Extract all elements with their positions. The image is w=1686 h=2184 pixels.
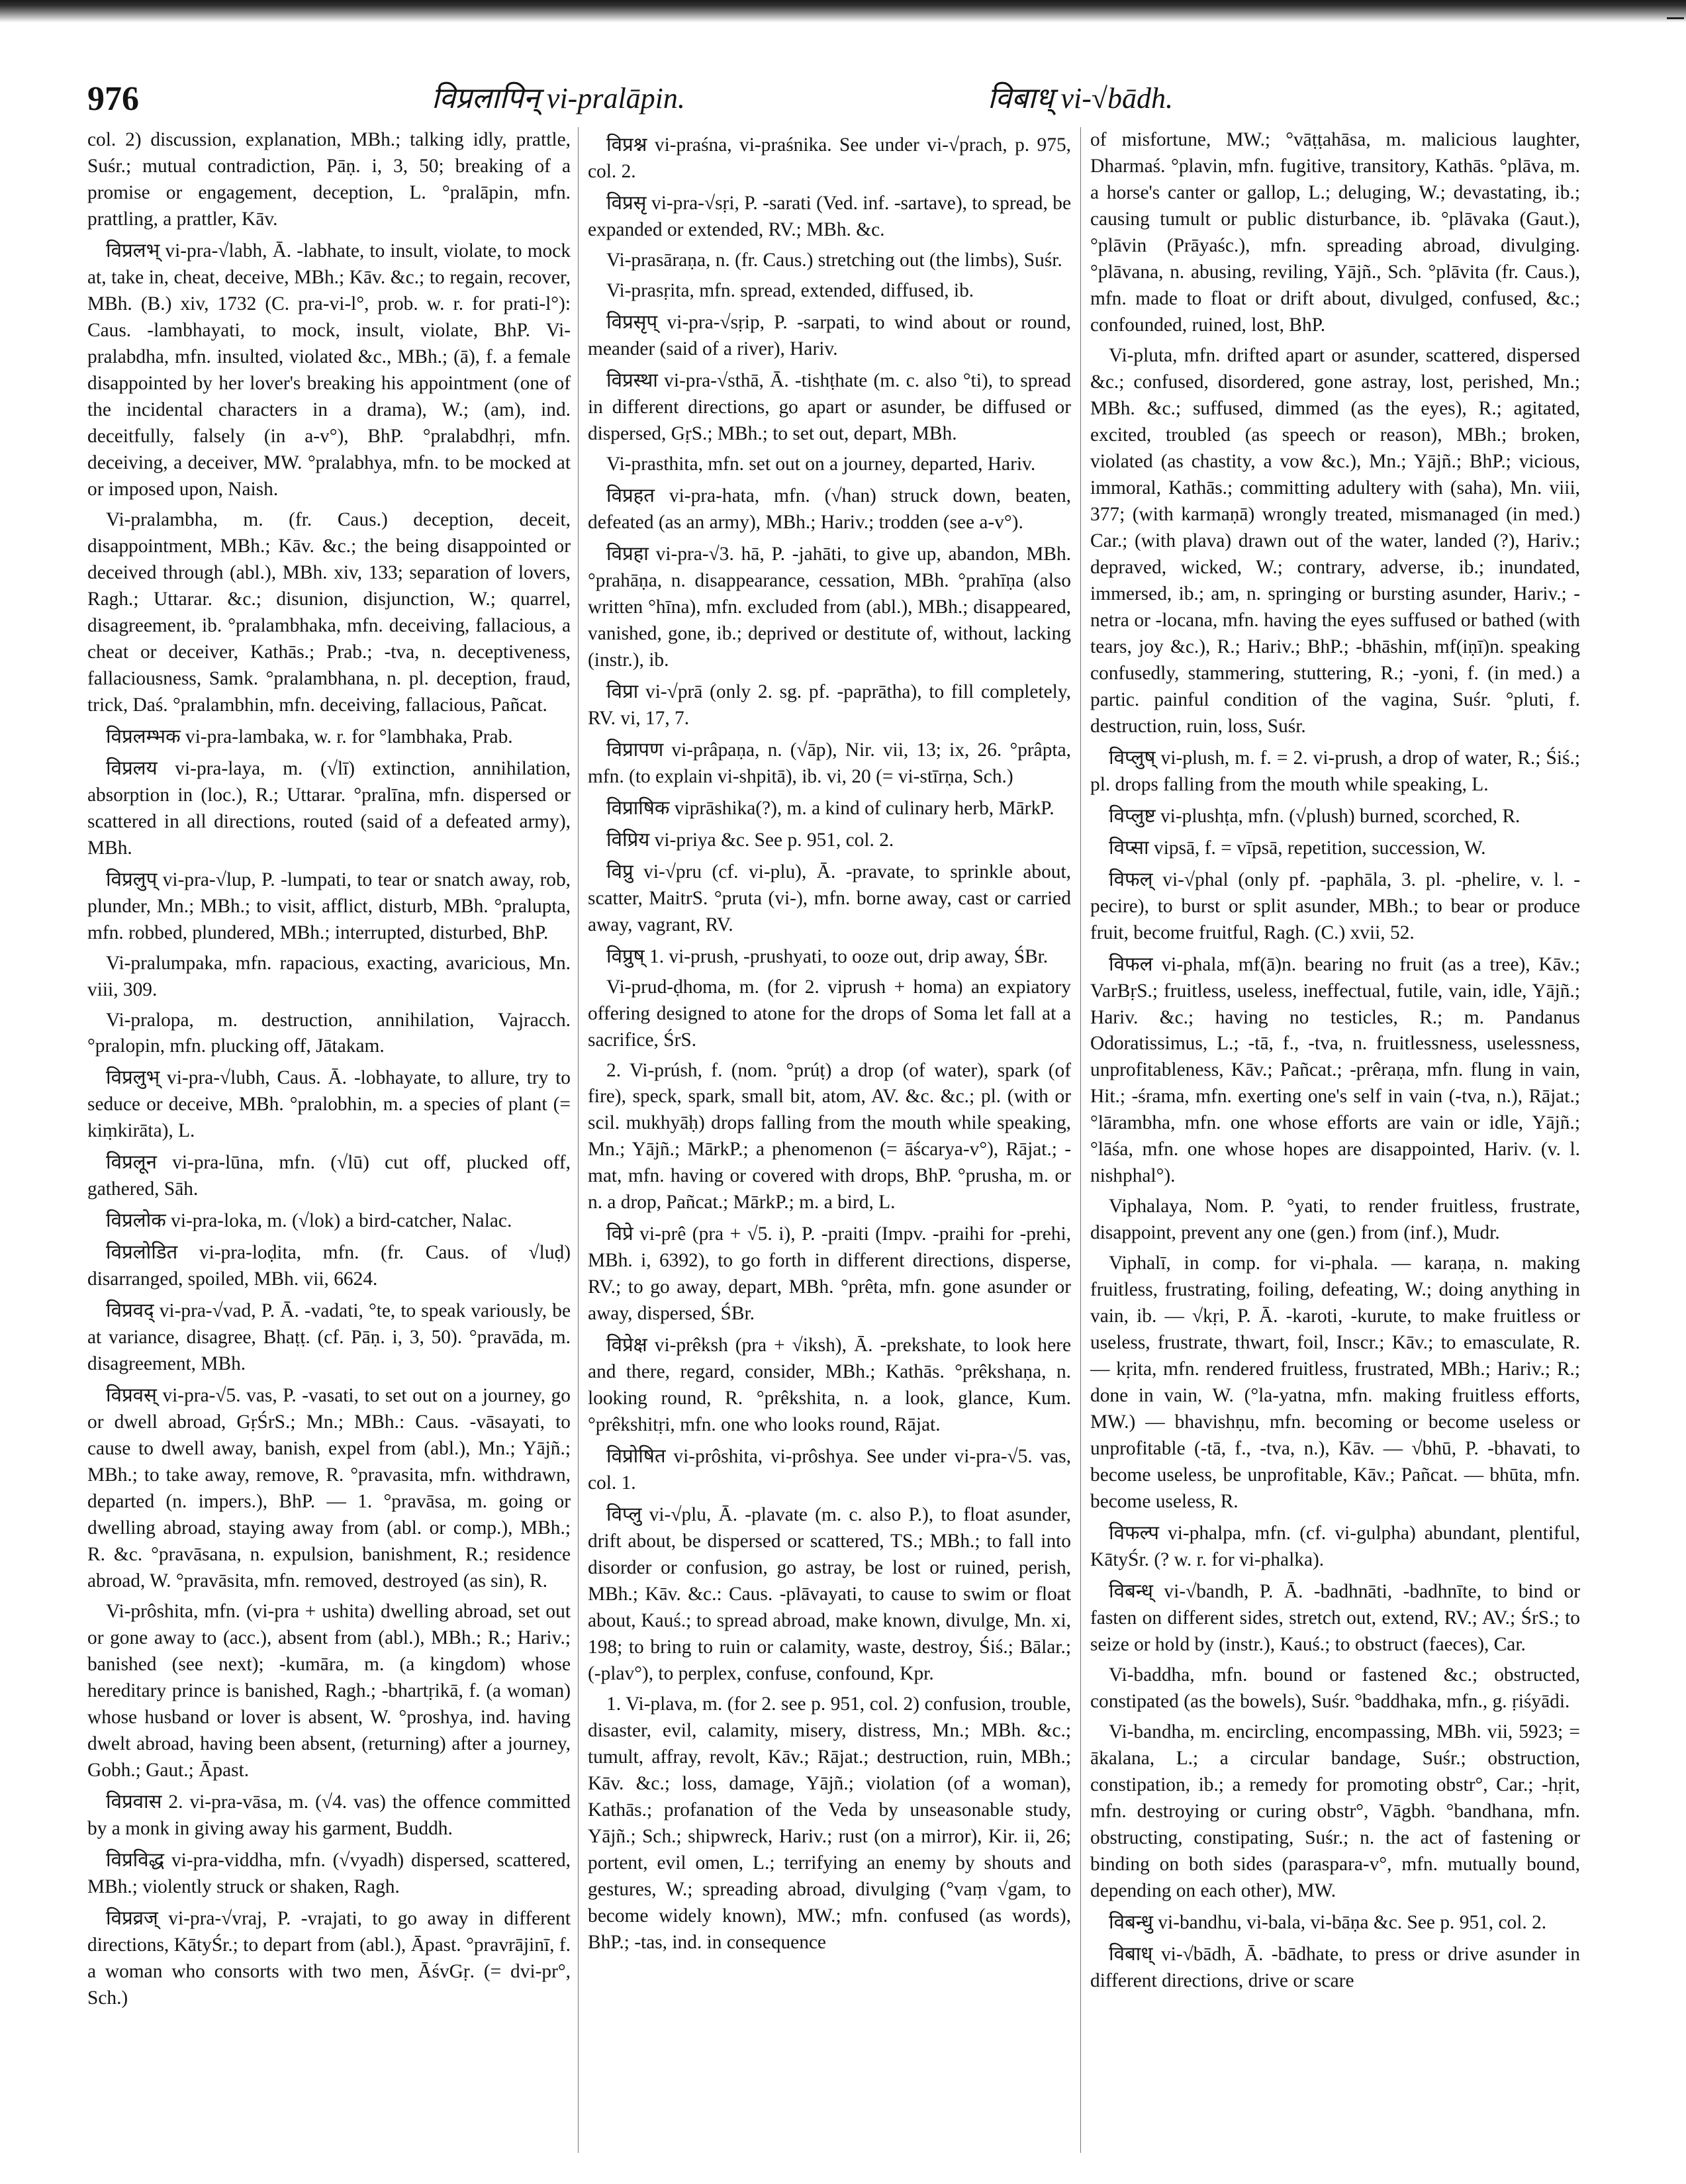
dictionary-entry: 1. Vi-plava, m. (for 2. see p. 951, col. 2) confusion, trouble, disaster, evil, calamity, misery, distress, Mn.; MBh. &c.; tumult, affray, revolt, Kāv.; Rājat.; destruction, ruin, MBh.; Kāv. &c.; loss, damage, Yājñ.; violation (of a woman), Kathās.; profanation of the Veda by unseasonable study, Yājñ.; Sch.; shipwreck, Hariv.; rust (on a mirror), Kir. ii, 26; portent, evil omen, L.; terrifying an enemy by shouts and gestures, W.; spreading abroad, divulging (°vaṃ √gam, to become widely known), MW.; mfn. confused (as words), BhP.; -tas, ind. in consequence (588, 1693, 1071, 1953)
dictionary-entry: Vi-prasthita, mfn. set out on a journey, departed, Hariv. (606, 453, 1036, 475)
dictionary-entry: विप्रविद्ध vi-pra-viddha, mfn. (√vyadh) dispersed, scattered, MBh.; violently struck or shaken, Ragh. (87, 1850, 571, 1898)
dictionary-entry: विप्रलम्भक vi-pra-lambaka, w. r. for °lambhaka, Prab. (106, 726, 513, 747)
running-head-left: विप्रलापिन् vi-pralāpin. (432, 82, 685, 115)
dictionary-entry: Vi-prasāraṇa, n. (fr. Caus.) stretching out (the limbs), Suśr. (606, 249, 1062, 271)
dictionary-entry: विप्लुष्ट vi-plushṭa, mfn. (√plush) burned, scorched, R. (1109, 805, 1521, 827)
dictionary-entry: विप्रहा vi-pra-√3. hā, P. -jahāti, to give up, abandon, MBh. °prahāṇa, n. disappearance, cessation, MBh. °prahīṇa (also written °hīna), mfn. excluded from (abl.), MBh.; disappeared, vanished, gone, ib.; deprived or destitute of, without, lacking (instr.), ib. (588, 543, 1071, 671)
dictionary-entry: Vi-pluta, mfn. drifted apart or asunder, scattered, dispersed &c.; confused, disordered, gone astray, lost, perished, Mn.; MBh. &c.; suffused, dimmed (as the eyes), R.; agitated, excited, troubled (as speech or reason), MBh.; broken, violated (as chastity, a vow &c.), Mn.; Yājñ.; BhP.; vicious, immoral, Kathās.; committing adultery with (saha), Mn. viii, 377; (with karmaṇā) wrongly treated, mismanaged (in med.) Car.; (with plava) drawn out of the water, landed (?), Hariv.; depraved, wicked, W.; contrary, adverse, ib.; inundated, immersed, ib.; am, n. springing or bursting asunder, Hariv.; -netra or -locana, mfn. having the eyes suffused or bathed (with tears, joy &c.), R.; Hariv.; BhP.; -bhāshin, mf(iṇī)n. speaking confusedly, stammering, stuttering, R.; -yoni, f. (in med.) a partic. painful condition of the vagina, Suśr. °pluti, f. destruction, ruin, loss, Suśr. (1090, 344, 1580, 737)
dictionary-entry: Vi-prasṛita, mfn. spread, extended, diffused, ib. (606, 279, 974, 301)
scan-top-edge (0, 0, 1686, 23)
dictionary-entry: विप्रिय vi-priya &c. See p. 951, col. 2. (606, 829, 894, 851)
dictionary-entry: Vi-pralumpaka, mfn. rapacious, exacting, avaricious, Mn. viii, 309. (87, 952, 571, 1000)
dictionary-entry: विप्लु vi-√plu, Ā. -plavate (m. c. also P.), to float asunder, drift about, be dispersed or scattered, TS.; MBh.; to fall into disorder or confusion, go astray, be lost or ruined, perish, MBh.; Kāv. &c.: Caus. -plāvayati, to cause to swim or float about, Kauś.; to spread abroad, make known, divulge, Mn. xi, 198; to bring to ruin or calamity, waste, destroy, Śiś.; Bālar.; (-plav°), to perplex, confuse, confound, Kpr. (588, 1504, 1071, 1685)
dictionary-entry: Vi-prôshita, mfn. (vi-pra + ushita) dwelling abroad, set out or gone away to (acc.), absent from (abl.), MBh.; R.; Hariv.; banished (see next); -kumāra, m. (a kingdom) whose hereditary prince is banished, Ragh.; -bhartṛikā, f. (a woman) whose husband or lover is absent, W. °proshya, ind. having dwelt abroad, having been absent, (returning) after a journey, Gobh.; Gaut.; Āpast. (87, 1601, 571, 1781)
dictionary-entry: Viphalī, in comp. for vi-phala. — karaṇa, n. making fruitless, frustrating, foiling, defeating, W.; doing anything in vain, ib. — √kṛi, P. Ā. -karoti, -kurute, to make fruitless or useless, frustrate, thwart, foil, Inscr.; Kāv.; to emasculate, R. — kṛita, mfn. rendered fruitless, frustrated, MBh.; Hariv.; R.; done in vain, W. (°la-yatna, mfn. making fruitless efforts, MW.) — bhavishṇu, mfn. becoming or become useless or unprofitable (-tā, f., -tva, n.), Kāv. — √bhū, P. -bhavati, to become useless, be unprofitable, Kāv.; Pañcat. — bhūta, mfn. become useless, R. (1090, 1253, 1580, 1513)
dictionary-entry: विप्रसृप् vi-pra-√sṛip, P. -sarpati, to wind about or round, meander (said of a river), Hariv. (588, 311, 1071, 359)
scan-edge-mark (1667, 17, 1684, 19)
dictionary-entry: विप्रलय vi-pra-laya, m. (√lī) extinction, annihilation, absorption in (loc.), R.; Uttarar. °pralīna, mfn. dispersed or scattered in all directions, routed (said of a defeated army), MBh. (87, 757, 571, 859)
dictionary-entry: विप्रवास 2. vi-pra-vāsa, m. (√4. vas) the offence committed by a monk in giving away his garment, Buddh. (87, 1791, 571, 1840)
column-divider (578, 127, 579, 2153)
dictionary-entry: विप्रलोडित vi-pra-loḍita, mfn. (fr. Caus. of √luḍ) disarranged, spoiled, MBh. vii, 6624. (87, 1242, 571, 1290)
dictionary-column-1 (87, 127, 571, 2160)
dictionary-entry: विप्सा vipsā, f. = vīpsā, repetition, succession, W. (1109, 837, 1486, 859)
dictionary-entry: 2. Vi-prúsh, f. (nom. °prúṭ) a drop (of water), spark (of fire), speck, spark, small bit, atom, AV. &c. &c.; pl. (with or scil. mukhyāḥ) drops falling from the mouth while speaking, Mn.; Yājñ.; MārkP.; a phenomenon (= āścarya-v°), Rājat.; -mat, mfn. having or covered with drops, BhP. °prusha, m. or n. a drop, Pañcat.; MārkP.; m. a bird, L. (588, 1059, 1071, 1213)
dictionary-entry: विप्रश्न vi-praśna, vi-praśnika. See under vi-√prach, p. 975, col. 2. (588, 134, 1071, 182)
dictionary-entry: विप्रे vi-prê (pra + √5. i), P. -praiti (Impv. -praihi for -prehi, MBh. i, 6392), to go forth in different directions, disperse, RV.; to go away, depart, MBh. °prêta, mfn. gone asunder or away, dispersed, ŚBr. (588, 1223, 1071, 1325)
dictionary-entry: Vi-baddha, mfn. bound or fastened &c.; obstructed, constipated (as the bowels), Suśr. °baddhaka, mfn., g. ṛiśyādi. (1090, 1664, 1580, 1713)
dictionary-column-3 (1090, 127, 1580, 2160)
dictionary-entry: विप्रलुभ् vi-pra-√lubh, Caus. Ā. -lobhayate, to allure, try to seduce or deceive, MBh. °pralobhin, m. a species of plant (= kiṃkirāta), L. (87, 1067, 571, 1142)
dictionary-entry: Vi-pralopa, m. destruction, annihilation, Vajracch. °pralopin, mfn. plucking off, Jātakam. (87, 1009, 571, 1057)
dictionary-entry: विप्रवस् vi-pra-√5. vas, P. -vasati, to set out on a journey, go or dwell abroad, GṛŚrS.; Mn.; MBh.: Caus. -vāsayati, to cause to dwell away, banish, expel from (abl.), Mn.; Yājñ.; MBh.; to take away, remove, R. °pravasita, mfn. withdrawn, departed (n. impers.), BhP. — 1. °pravāsa, m. going or dwelling abroad, staying away from (abl. or comp.), MBh.; R. &c. °pravāsana, n. expulsion, banishment, R.; residence abroad, W. °pravāsita, mfn. removed, destroyed (as sin), R. (87, 1385, 571, 1592)
dictionary-entry: विप्रलुप् vi-pra-√lup, P. -lumpati, to tear or snatch away, rob, plunder, Mn.; MBh.; to visit, afflict, disturb, MBh. °pralupta, mfn. robbed, plundered, MBh.; interrupted, disturbed, BhP. (87, 869, 571, 943)
dictionary-entry: Viphalaya, Nom. P. °yati, to render fruitless, frustrate, disappoint, prevent any one (gen.) from (inf.), Mudr. (1090, 1196, 1580, 1244)
dictionary-entry: विप्रवद् vi-pra-√vad, P. Ā. -vadati, °te, to speak variously, be at variance, disagree, Bhaṭṭ. (cf. Pāṇ. i, 3, 50). °pravāda, m. disagreement, MBh. (87, 1300, 571, 1375)
dictionary-entry: विप्लुष् vi-plush, m. f. = 2. vi-prush, a drop of water, R.; Śiś.; pl. drops falling from the mouth while speaking, L. (1090, 747, 1580, 795)
dictionary-entry: विप्रापण vi-prâpaṇa, n. (√āp), Nir. vii, 13; ix, 26. °prâpta, mfn. (to explain vi-shpitā), ib. vi, 20 (= vi-stīrṇa, Sch.) (588, 739, 1071, 787)
dictionary-entry: विप्रु vi-√pru (cf. vi-plu), Ā. -pravate, to sprinkle about, scatter, MaitrS. °pruta (vi-), mfn. borne away, cast or carried away, vagrant, RV. (588, 861, 1071, 935)
dictionary-entry: विफल vi-phala, mf(ā)n. bearing no fruit (as a tree), Kāv.; VarBṛS.; fruitless, useless, ineffectual, futile, vain, idle, Yājñ.; Hariv. &c.; having no testicles, R.; m. Pandanus Odoratissimus, L.; -tā, f., -tva, n. fruitlessness, uselessness, unprofitableness, Kāv.; Pañcat.; -prêraṇa, mfn. flung in vain, Hit.; -śrama, mfn. exerting one's self in vain (-tva, n.), Rājat.; °lārambha, mfn. one whose efforts are vain or idle, Yājñ.; °lāśa, mfn. one whose hopes are disappointed, Hariv. (v. l. nishphal°). (1090, 953, 1580, 1187)
dictionary-entry: विप्रलून vi-pra-lūna, mfn. (√lū) cut off, plucked off, gathered, Sāh. (87, 1152, 571, 1200)
dictionary-entry: विप्रेक्ष vi-prêksh (pra + √iksh), Ā. -prekshate, to look here and there, regard, consider, MBh.; Kathās. °prêkshaṇa, n. looking round, R. °prêkshita, n. a look, glance, Kum. °prêkshitṛi, mfn. one who looks round, Rājat. (588, 1335, 1071, 1436)
page-header (87, 77, 1590, 123)
dictionary-entry: of misfortune, MW.; °vāṭṭahāsa, m. malicious laughter, Dharmaś. °plavin, mfn. fugitive, transitory, Kathās. °plāva, m. a horse's canter or gallop, L.; deluging, W.; devastating, ib.; causing tumult or public disturbance, ib. °plāvaka (Gaut.), °plāvin (Prāyaśc.), mfn. spreading abroad, divulging. °plāvana, n. abusing, reviling, Yājñ., Sch. °plāvita (fr. Caus.), mfn. made to float or drift about, divulged, confused, &c.; confounded, ruined, lost, BhP. (1090, 129, 1580, 336)
dictionary-entry: विप्रव्रज् vi-pra-√vraj, P. -vrajati, to go away in different directions, KātyŚr.; to depart from (abl.), Āpast. °pravrājinī, f. a woman who consorts with two men, ĀśvGṛ. (= dvi-pr°, Sch.) (87, 1908, 571, 2009)
dictionary-entry: विप्रा vi-√prā (only 2. sg. pf. -paprātha), to fill completely, RV. vi, 17, 7. (588, 681, 1071, 729)
dictionary-entry: विप्रलोक vi-pra-loka, m. (√lok) a bird-catcher, Nalac. (106, 1210, 512, 1232)
dictionary-entry: Vi-bandha, m. encircling, encompassing, MBh. vii, 5923; = ākalana, L.; a circular bandage, Suśr.; obstruction, constipation, ib.; a remedy for promoting obstr°, Car.; -hṛit, mfn. destroying or curing obstr°, Vāgbh. °bandhana, mfn. obstructing, constipating, Suśr.; n. the act of fastening or binding on both sides (paraspara-v°, mfn. mutually bound, depending on each other), MW. (1090, 1721, 1580, 1901)
dictionary-entry: विप्रस्था vi-pra-√sthā, Ā. -tishṭhate (m. c. also °ti), to spread in different directions, go apart or asunder, be diffused or dispersed, GṛS.; MBh.; to set out, depart, MBh. (588, 369, 1071, 444)
dictionary-entry: विप्रलभ् vi-pra-√labh, Ā. -labhate, to insult, violate, to mock at, take in, cheat, deceive, MBh.; Kāv. &c.; to regain, recover, MBh. (B.) xiv, 1732 (C. pra-vi-l°, prob. w. r. for prati-l°): Caus. -lambhayati, to mock, insult, violate, BhP. Vi-pralabdha, mfn. insulted, violated &c., MBh.; (ā), f. a female disappointed by her lover's breaking his appointment (one of the incidental characters in a drama), W.; (am), ind. deceitfully, falsely (in a-v°), BhP. °pralabdhṛi, mfn. deceiving, a deceiver, MW. °pralabhya, mfn. to be mocked at or imposed upon, Naish. (87, 240, 571, 500)
dictionary-entry: विप्राषिक viprāshika(?), m. a kind of culinary herb, MārkP. (606, 797, 1054, 819)
dictionary-entry: विप्रहत vi-pra-hata, mfn. (√han) struck down, beaten, defeated (as an army), MBh.; Hariv.; trodden (see a-v°). (588, 485, 1071, 533)
dictionary-entry: विफल्प vi-phalpa, mfn. (cf. vi-gulpha) abundant, plentiful, KātyŚr. (? w. r. for vi-phalka). (1090, 1523, 1580, 1571)
dictionary-entry: विप्रसृ vi-pra-√sṛi, P. -sarati (Ved. inf. -sartave), to spread, be expanded or extended, RV.; MBh. &c. (588, 192, 1071, 240)
dictionary-entry: विबाध् vi-√bādh, Ā. -bādhate, to press or drive asunder in different directions, drive or scare (1090, 1943, 1580, 1991)
dictionary-entry: Vi-prud-ḍhoma, m. (for 2. viprush + homa) an expiatory offering designed to atone for the drops of Soma let fall at a sacrifice, ŚrS. (588, 976, 1071, 1051)
dictionary-entry: विबन्ध् vi-√bandh, P. Ā. -badhnāti, -badhnīte, to bind or fasten on different sides, stretch out, extend, RV.; AV.; ŚrS.; to seize or hold by (instr.), Kauś.; to obstruct (faeces), Car. (1090, 1581, 1580, 1656)
dictionary-entry: col. 2) discussion, explanation, MBh.; talking idly, prattle, Suśr.; mutual contradiction, Pāṇ. i, 3, 50; breaking of a promise or engagement, deception, L. °pralāpin, mfn. prattling, a prattler, Kāv. (87, 129, 571, 230)
running-head-right: विबाध् vi-√bādh. (988, 82, 1173, 115)
dictionary-entry: विबन्धु vi-bandhu, vi-bala, vi-bāṇa &c. See p. 951, col. 2. (1109, 1911, 1547, 1933)
dictionary-column-2 (588, 127, 1071, 2160)
dictionary-entry: Vi-pralambha, m. (fr. Caus.) deception, deceit, disappointment, MBh.; Kāv. &c.; the being disappointed or deceived through (abl.), MBh. xiv, 133; separation of lovers, Ragh.; Uttarar. &c.; disunion, disjunction, W.; quarrel, disagreement, ib. °pralambhaka, mfn. deceiving, fallacious, a cheat or deceiver, Kathās.; Prab.; -tva, n. deceptiveness, fallaciousness, Samk. °pralambhana, n. pl. deception, fraud, trick, Daś. °pralambhin, mfn. deceiving, fallacious, Pañcat. (87, 508, 571, 716)
page-number: 976 (87, 80, 139, 118)
column-divider (1080, 127, 1081, 2153)
dictionary-entry: विप्रुष् 1. vi-prush, -prushyati, to ooze out, drip away, ŚBr. (606, 945, 1049, 967)
dictionary-entry: विफल् vi-√phal (only pf. -paphāla, 3. pl. -phelire, v. l. -pecire), to burst or split asunder, MBh.; to bear or produce fruit, become fruitful, Ragh. (C.) xvii, 52. (1090, 869, 1580, 943)
dictionary-entry: विप्रोषित vi-prôshita, vi-prôshya. See under vi-pra-√5. vas, col. 1. (588, 1446, 1071, 1494)
